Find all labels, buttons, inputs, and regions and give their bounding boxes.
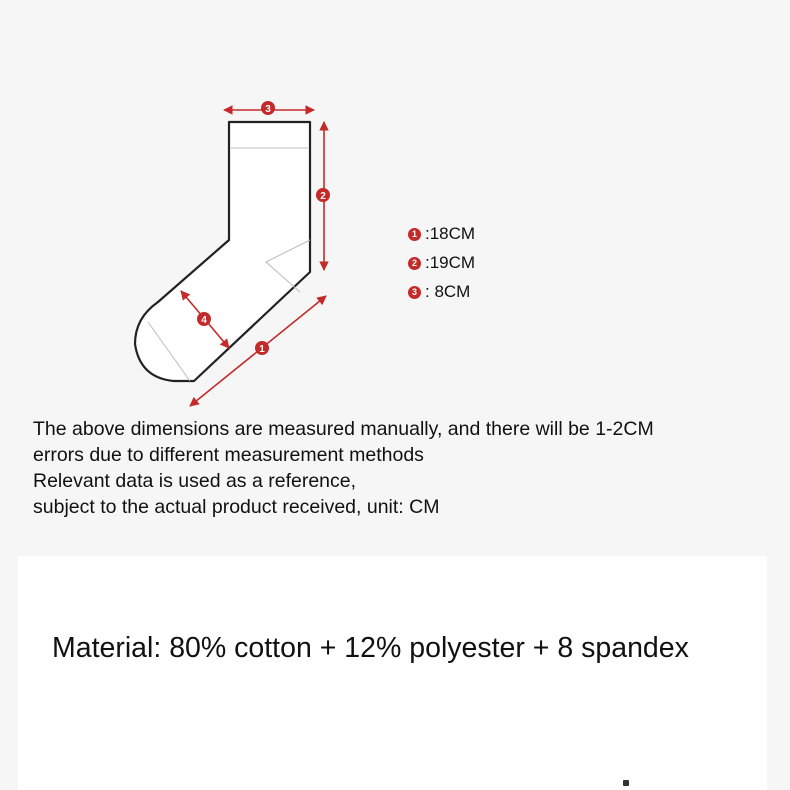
legend-badge-2: 2 [408,257,421,270]
dimension-3-badge: 3 [265,104,271,115]
note-line-4: subject to the actual product received, unit: CM [33,496,440,518]
legend-item-3 [408,280,568,304]
legend-value-2: :19CM [425,253,476,272]
legend-value-1: :18CM [425,224,476,243]
legend-badge-3: 3 [408,286,421,299]
legend-item-1 [408,222,568,246]
legend-badge-1: 1 [408,228,421,241]
material-card [18,556,767,790]
note-line-2: errors due to different measurement methods [33,444,424,466]
note-line-1: The above dimensions are measured manually, and there will be 1-2CM [33,418,654,440]
sock-outline [135,122,310,381]
dimension-2-badge: 2 [320,191,326,202]
dimension-1-badge: 1 [259,344,265,355]
material-text: Material: 80% cotton + 12% polyester + 8 spandex [52,632,689,664]
dimension-3-arrow [224,101,314,115]
measurement-note [33,416,773,520]
size-legend [408,222,568,309]
dimension-4-badge: 4 [201,315,207,326]
legend-item-2 [408,251,568,275]
dimension-2-arrow [316,122,330,270]
decorative-mark [623,780,629,786]
note-line-3: Relevant data is used as a reference, [33,470,357,492]
legend-value-3: : 8CM [425,282,471,301]
